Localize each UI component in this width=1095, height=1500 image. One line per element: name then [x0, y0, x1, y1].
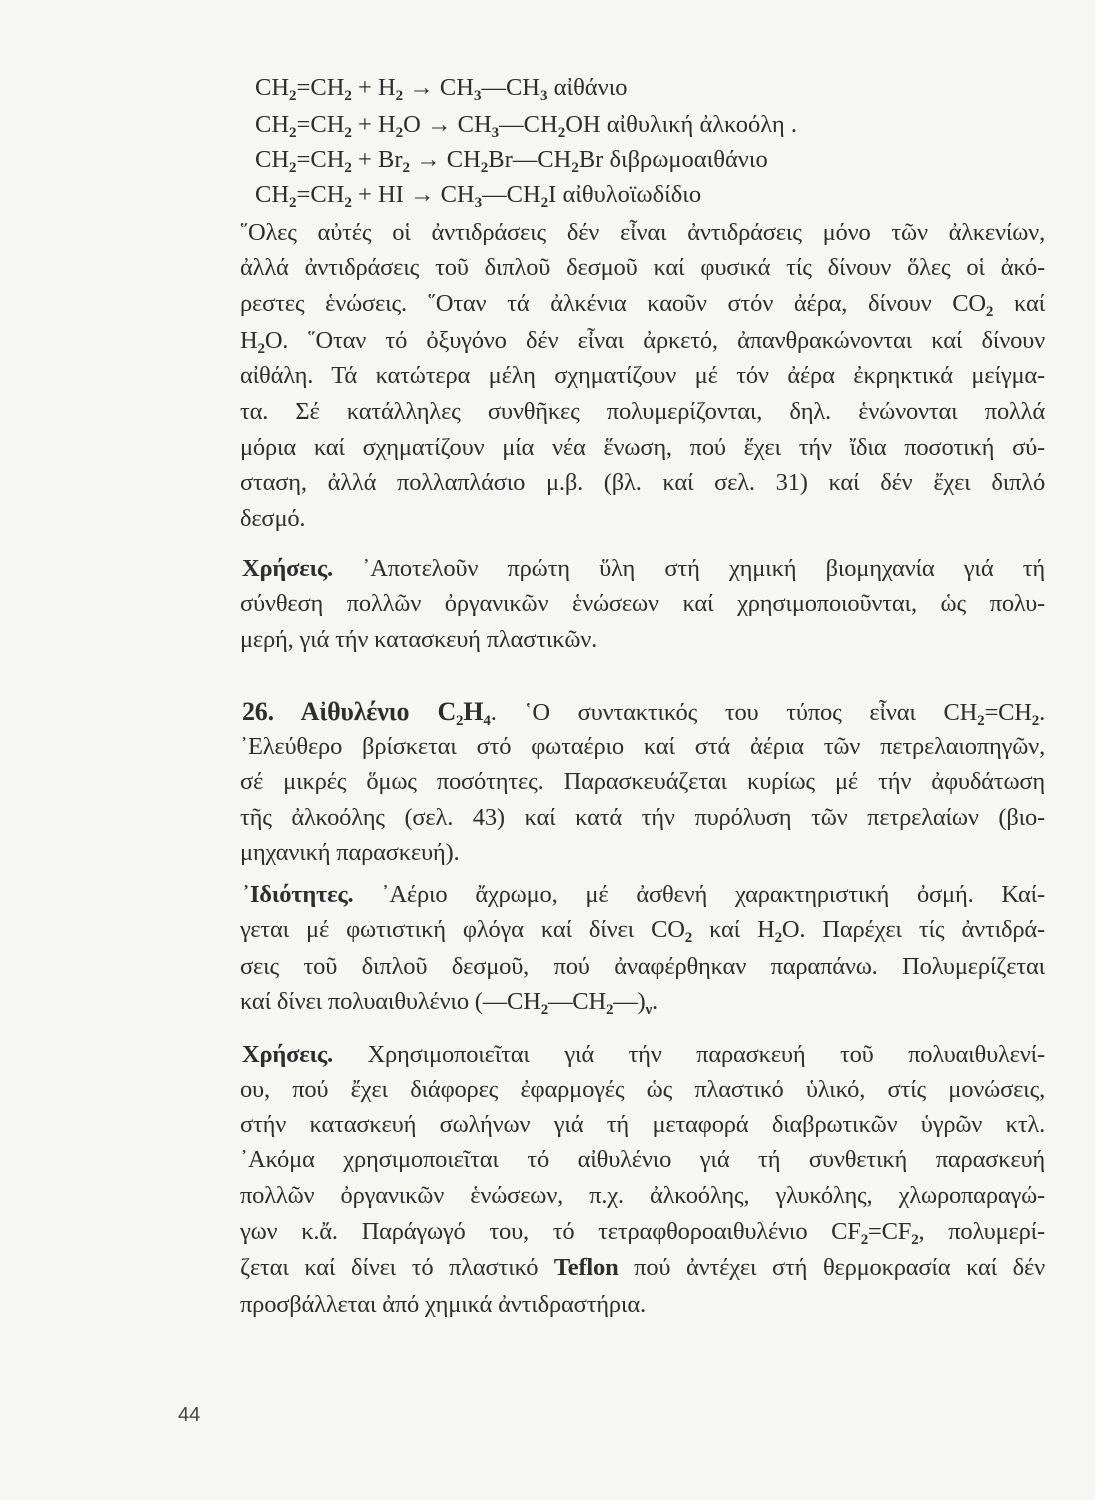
- text-run: =CH: [296, 111, 345, 138]
- text-line: [240, 589, 1045, 619]
- subscript: 2: [911, 1232, 919, 1248]
- bold-text: H: [463, 697, 484, 726]
- text-run: =CF: [868, 1218, 912, 1245]
- equation-line: [255, 145, 768, 183]
- text-line: [240, 1290, 1045, 1320]
- text-run: τῆς ἀλκοόλης (σελ. 43) καί κατά τήν πυρόλυση τῶν πετρελαίων (βιο-: [240, 804, 1045, 831]
- text-line: [240, 767, 1045, 797]
- text-run: .: [652, 988, 658, 1015]
- text-run: .: [1039, 699, 1045, 726]
- subscript: 2: [540, 195, 549, 211]
- text-run: =CH: [984, 699, 1032, 726]
- subscript: 2: [1031, 713, 1040, 729]
- subscript: 2: [395, 88, 404, 104]
- bold-text: ᾿Ιδιότητες.: [242, 881, 354, 908]
- text-run: προσβάλλεται ἀπό χημικά ἀντιδραστήρια.: [240, 1291, 646, 1318]
- text-line: [240, 1217, 1045, 1255]
- subscript: 2: [571, 160, 579, 176]
- text-line: [240, 218, 1045, 248]
- text-run: + H: [351, 111, 396, 138]
- text-line: [240, 326, 1045, 364]
- subscript: 2: [257, 341, 265, 357]
- text-run: πολλῶν ὀργανικῶν ἑνώσεων, π.χ. ἀλκοόλης, γλυκόλης, χλωροπαραγώ-: [240, 1182, 1045, 1209]
- text-run: καί H: [692, 916, 775, 943]
- text-run: καί δίνει πολυαιθυλένιο (—CH: [240, 988, 541, 1015]
- subscript: 2: [557, 125, 566, 141]
- text-line: [240, 732, 1045, 762]
- subscript: 3: [540, 88, 548, 104]
- text-line: [240, 987, 1045, 1025]
- text-run: → CH: [409, 146, 481, 173]
- text-run: OH αἰθυλική ἀλκοόλη .: [565, 111, 797, 138]
- text-run: στήν κατασκευή σωλήνων γιά τή μεταφορά διαβρωτικῶν ὑγρῶν κτλ.: [240, 1111, 1045, 1138]
- subscript: 2: [289, 195, 297, 211]
- text-run: =CH: [296, 74, 345, 101]
- subscript: 2: [344, 88, 352, 104]
- text-run: ᾿Αέριο ἄχρωμο, μέ ἀσθενή χαρακτηριστική ὀσμή. Καί-: [353, 881, 1045, 908]
- text-run: μόρια καί σχηματίζουν μία νέα ἕνωση, πού ἔχει τήν ἴδια ποσοτική σύ-: [240, 434, 1045, 461]
- text-run: , πολυμερί-: [918, 1218, 1046, 1245]
- text-line: [240, 554, 1045, 584]
- text-run: CH: [255, 111, 290, 138]
- text-run: H: [240, 327, 258, 354]
- subscript: 2: [605, 1002, 614, 1018]
- text-line: [240, 433, 1045, 463]
- subscript: 2: [289, 160, 297, 176]
- text-run: σεις τοῦ διπλοῦ δεσμοῦ, πού ἀναφέρθηκαν παραπάνω. Πολυμερίζεται: [240, 953, 1045, 980]
- text-run: μερή, γιά τήν κατασκευή πλαστικῶν.: [240, 626, 598, 653]
- text-run: μηχανική παρασκευή).: [240, 839, 460, 866]
- text-run: —CH: [481, 74, 541, 101]
- text-run: CH: [255, 146, 290, 173]
- text-run: τα. Σέ κατάλληλες συνθῆκες πολυμερίζονται, δηλ. ἑνώνονται πολλά: [240, 398, 1045, 425]
- subscript: 2: [774, 930, 782, 946]
- text-line: [240, 1040, 1045, 1070]
- text-run: ου, πού ἔχει διάφορες ἐφαρμογές ὡς πλαστικό ὑλικό, στίς μονώσεις,: [240, 1076, 1045, 1103]
- subscript: 2: [344, 160, 352, 176]
- text-run: πού ἀντέχει στή θερμοκρασία καί δέν: [618, 1254, 1045, 1281]
- text-line: [240, 361, 1045, 391]
- text-line: [240, 253, 1045, 283]
- text-run: σύνθεση πολλῶν ὀργανικῶν ἑνώσεων καί χρησιμοποιοῦνται, ὡς πολυ-: [240, 590, 1045, 617]
- text-run: =CH: [296, 181, 345, 208]
- text-line: [240, 697, 1045, 736]
- text-run: —CH: [548, 988, 606, 1015]
- text-run: αἰθάνιο: [547, 74, 628, 101]
- text-run: → CH: [403, 74, 474, 101]
- text-line: [240, 915, 1045, 953]
- text-run: καί: [993, 290, 1045, 317]
- subscript: 2: [289, 88, 297, 104]
- subscript: ν: [645, 1002, 653, 1018]
- page-number: 44: [178, 1404, 201, 1426]
- subscript: 2: [344, 195, 352, 211]
- text-run: ἀλλά ἀντιδράσεις τοῦ διπλοῦ δεσμοῦ καί φυσικά τίς δίνουν ὅλες οἱ ἀκό-: [240, 254, 1045, 281]
- text-line: [240, 468, 1045, 498]
- text-run: σέ μικρές ὅμως ποσότητες. Παρασκευάζεται κυρίως μέ τήν ἀφυδάτωση: [240, 768, 1045, 795]
- subscript: 2: [456, 713, 464, 729]
- text-run: =CH: [296, 146, 345, 173]
- text-run: —): [613, 988, 646, 1015]
- text-run: —CH: [482, 181, 541, 208]
- equation-line: [255, 110, 797, 148]
- text-line: [240, 880, 1045, 910]
- text-line: [240, 1253, 1045, 1283]
- text-run: CH: [255, 181, 290, 208]
- bold-text: Χρήσεις.: [242, 1041, 333, 1068]
- text-run: Br—CH: [488, 146, 572, 173]
- text-run: . ῾Ο συντακτικός του τύπος εἶναι CH: [490, 699, 978, 726]
- subscript: 3: [474, 195, 483, 211]
- subscript: 2: [395, 125, 404, 141]
- text-run: αἰθάλη. Τά κατώτερα μέλη σχηματίζουν μέ τόν ἀέρα ἐκρηκτικά μείγμα-: [240, 362, 1045, 389]
- text-line: [240, 504, 1045, 534]
- text-line: [240, 1075, 1045, 1105]
- text-run: —CH: [499, 111, 558, 138]
- text-run: + HI → CH: [351, 181, 475, 208]
- text-line: [240, 952, 1045, 982]
- subscript: 2: [289, 125, 297, 141]
- subscript: 2: [402, 160, 410, 176]
- bold-text: 26. Αἰθυλένιο C: [242, 697, 457, 726]
- text-run: ζεται καί δίνει τό πλαστικό: [240, 1254, 554, 1281]
- text-run: CH: [255, 74, 290, 101]
- subscript: 2: [977, 713, 985, 729]
- text-run: γεται μέ φωτιστική φλόγα καί δίνει CO: [240, 916, 685, 943]
- text-run: ᾿Ακόμα χρησιμοποιεῖται τό αἰθυλένιο γιά τή συνθετική παρασκευή: [240, 1146, 1045, 1173]
- text-run: ρεστες ἑνώσεις. ῞Οταν τά ἀλκένια καοῦν στόν ἀέρα, δίνουν CO: [240, 290, 986, 317]
- text-line: [240, 1181, 1045, 1211]
- text-run: O. Παρέχει τίς ἀντιδρά-: [781, 916, 1045, 943]
- text-line: [240, 289, 1045, 327]
- text-run: ᾿Αποτελοῦν πρώτη ὕλη στή χημική βιομηχανία γιά τή: [332, 555, 1045, 582]
- subscript: 2: [344, 125, 352, 141]
- text-line: [240, 1110, 1045, 1140]
- text-run: ᾿Ελεύθερο βρίσκεται στό φωταέριο καί στά ἀέρια τῶν πετρελαιοπηγῶν,: [240, 733, 1045, 760]
- text-line: [240, 838, 1045, 868]
- equation-line: [255, 73, 628, 111]
- subscript: 2: [684, 930, 693, 946]
- text-run: O. ῞Οταν τό ὀξυγόνο δέν εἶναι ἀρκετό, ἀπανθρακώνονται καί δίνουν: [264, 327, 1045, 354]
- bold-text: Teflon: [553, 1254, 619, 1281]
- text-run: ῞Ολες αὐτές οἱ ἀντιδράσεις δέν εἶναι ἀντιδράσεις μόνο τῶν ἀλκενίων,: [240, 219, 1045, 246]
- text-line: [240, 1145, 1045, 1175]
- subscript: 2: [860, 1232, 869, 1248]
- text-run: σταση, ἀλλά πολλαπλάσιο μ.β. (βλ. καί σελ. 31) καί δέν ἔχει διπλό: [240, 469, 1045, 496]
- subscript: 3: [491, 125, 500, 141]
- text-run: γων κ.ἄ. Παράγωγό του, τό τετραφθοροαιθυλένιο CF: [240, 1218, 861, 1245]
- text-line: [240, 803, 1045, 833]
- text-run: Br διβρωμοαιθάνιο: [578, 146, 768, 173]
- text-line: [240, 397, 1045, 427]
- subscript: 4: [483, 713, 491, 729]
- text-run: O → CH: [403, 111, 492, 138]
- subscript: 2: [985, 304, 994, 320]
- text-run: + Br: [351, 146, 403, 173]
- bold-text: Χρήσεις.: [242, 555, 333, 582]
- text-run: δεσμό.: [240, 505, 306, 532]
- subscript: 2: [540, 1002, 548, 1018]
- subscript: 2: [480, 160, 489, 176]
- text-run: Χρησιμοποιεῖται γιά τήν παρασκευή τοῦ πολυαιθυλενί-: [332, 1041, 1045, 1068]
- subscript: 3: [473, 88, 482, 104]
- text-run: I αἰθυλοϊωδίδιο: [548, 181, 702, 208]
- text-line: [240, 625, 1045, 655]
- equation-line: [255, 180, 701, 218]
- text-run: + H: [351, 74, 396, 101]
